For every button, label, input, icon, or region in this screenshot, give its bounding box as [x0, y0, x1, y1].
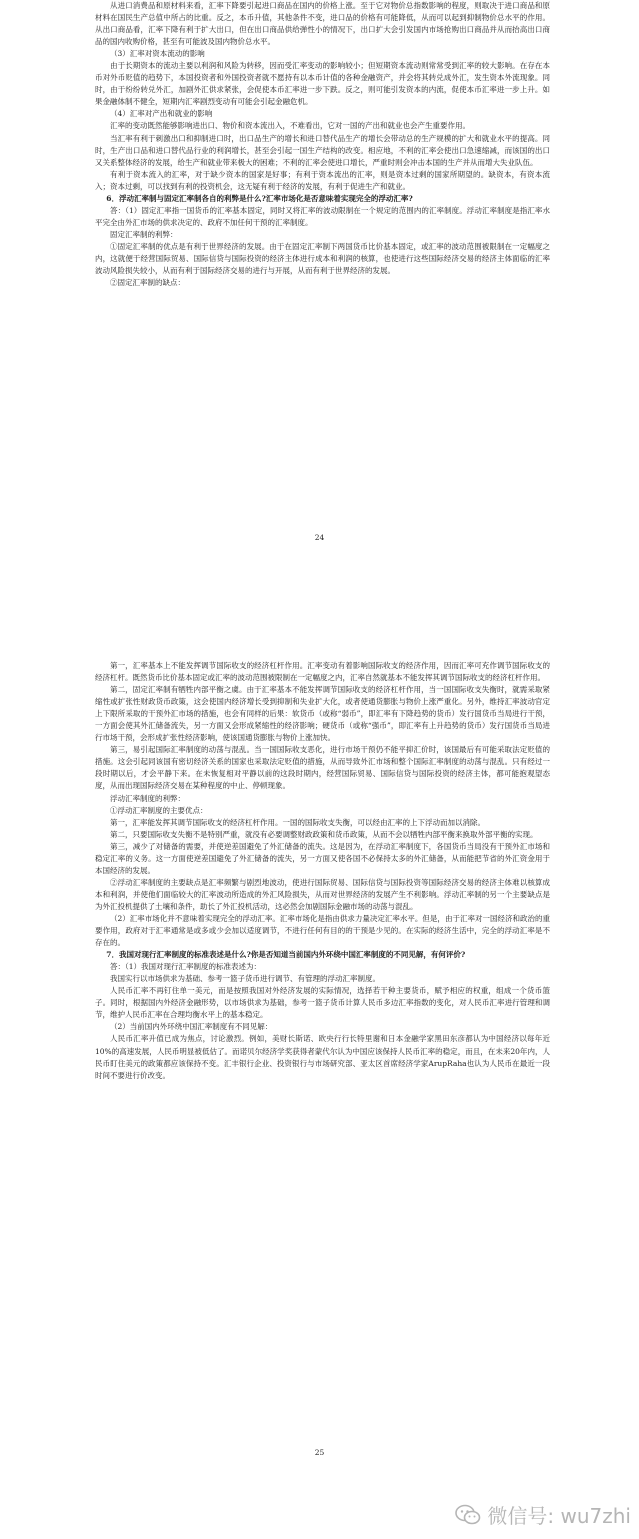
- paragraph: 第二，固定汇率制有牺牲内部平衡之虞。由于汇率基本不能发挥调节国际收支的经济杠杆作用，当一国国际收支失衡时，就需采取紧缩性或扩张性财政货币政策，这会使国内经济增长受到抑制和失业扩大化，或者使通货膨胀与物价上涨严重化。另外，维持汇率波动官定上下限所采取的干预外汇市场的措施，也会有同样的后果：软货币（或称“弱币”，即汇率有下降趋势的货币）发行国货币当局进行干预，一方面会使其外汇储备流失，另一方面又会形成紧缩性的经济影响；硬货币（或称“强币”，即汇率有上升趋势的货币）发行国货币当局进行市场干预，会形成扩张性经济影响，使该国通货膨胀与物价上涨加快。: [95, 685, 550, 743]
- wechat-icon: [455, 1504, 481, 1526]
- page-number: 25: [314, 1448, 325, 1457]
- paragraph: 人民币汇率不再钉住单一美元，而是按照我国对外经济发展的实际情况，选择若干种主要货币，赋予相应的权重，组成一个货币篮子。同时，根据国内外经济金融形势，以市场供求为基础，参考一篮子货币计算人民币多边汇率指数的变化，对人民币汇率进行管理和调节，维护人民币汇率在合理均衡水平上的基本稳定。: [95, 986, 550, 1020]
- page-25: [0, 640, 639, 1539]
- paragraph: （3）汇率对资本流动的影响: [110, 49, 205, 59]
- page-25-content: [95, 660, 550, 1082]
- paragraph: 第三，易引起国际汇率制度的动荡与混乱。当一国国际收支恶化，进行市场干预仍不能平抑汇价时，该国最后有可能采取法定贬值的措施。这会引起同该国有密切经济关系的国家也采取法定贬值的措施，从而导致外汇市场和整个国际汇率制度的动荡与混乱。只有经过一段时期以后，才会平静下来。在未恢复相对平静以前的这段时期内，经营国际贸易、国际信贷与国际投资的经济主体，都可能抱观望态度，从而出现国际经济交易在某种程度的中止、停顿现象。: [95, 745, 550, 791]
- paragraph: ①浮动汇率制度的主要优点：: [110, 805, 208, 815]
- paragraph: 第二，只要国际收支失衡不是特别严重，就没有必要调整财政政策和货币政策，从而不会以牺牲内部平衡来换取外部平衡的实现。: [110, 829, 538, 839]
- page-number: 24: [314, 533, 325, 542]
- paragraph: ②固定汇率制的缺点：: [110, 278, 185, 288]
- paragraph: 当汇率有利于刺激出口和抑制进口时，出口品生产的增长和进口替代品生产的增长会带动总的生产规模的扩大和就业水平的提高。同时，生产出口品和进口替代品行业的利润增长，甚至会引起一国生产结构的改变。相应地，不利的汇率会使出口急速缩减，而该国的出口又关系整体经济的发展，给生产和就业带来极大的困难；不利的汇率会使进口增长，严重时则会冲击本国的生产并从而增大失业队伍。: [95, 133, 550, 167]
- paragraph: 从进口消费品和原材料来看，汇率下降要引起进口商品在国内的价格上涨。至于它对物价总指数影响的程度，则取决于进口商品和原材料在国民生产总值中所占的比重。反之，本币升值，其他条件不变，进口品的价格有可能降低，从而可以起到抑制物价总水平的作用。从出口商品看，汇率下降有利于扩大出口，但在出口商品供给弹性小的情况下，出口扩大会引发国内市场抢购出口商品并从而抬高出口商品的国内收购价格，甚至有可能波及国内物价总水平。: [95, 1, 550, 47]
- wechat-id: 微信号: wu7zhi: [487, 1504, 631, 1528]
- paragraph: 由于长期资本的流动主要以利润和风险为转移，因而受汇率变动的影响较小；但短期资本流动则常常受到汇率的较大影响。在存在本币对外币贬值的趋势下，本国投资者和外国投资者就不愿持有以本币计值的各种金融资产，并会将其转兑成外汇，发生资本外流现象。同时，由于纷纷转兑外汇，加剧外汇供求紧张，会促使本币汇率进一步下跌。反之，则可能引发资本的内流，促使本币汇率进一步上升。如果金融体制不健全，短期内汇率剧烈变动有可能会引起金融危机。: [95, 61, 550, 107]
- question-heading: 7．我国对现行汇率制度的标准表述是什么?你是否知道当前国内外环绕中国汇率制度的不同见解，有何评价?: [106, 950, 466, 960]
- paragraph: 汇率的变动既然能够影响进出口、物价和资本流出入，不难看出，它对一国的产出和就业也会产生重要作用。: [110, 121, 470, 131]
- paragraph: 第一，汇率基本上不能发挥调节国际收支的经济杠杆作用。汇率变动有着影响国际收支的经济作用，因而汇率可充作调节国际收支的经济杠杆。既然货币比价基本固定或汇率的波动范围被限制在一定幅度之内，汇率自然就基本不能发挥其调节国际收支的经济杠杆作用。: [95, 661, 550, 683]
- paragraph: 第一，汇率能发挥其调节国际收支的经济杠杆作用。一国的国际收支失衡，可以经由汇率的上下浮动而加以消除。: [110, 817, 485, 827]
- paragraph: 有利于资本流入的汇率，对于缺少资本的国家是好事；有利于资本流出的汇率，则是资本过剩的国家所期望的。缺资本，有资本流入；资本过剩，可以找到有利的投资机会，这无疑有利于经济的发展，有利于促进生产和就业。: [95, 169, 550, 191]
- paragraph: ②浮动汇率制度的主要缺点是汇率频繁与剧烈地波动，使进行国际贸易、国际信贷与国际投资等国际经济交易的经济主体难以核算成本和利润，并使他们面临较大的汇率波动所造成的外汇风险损失，从而对世界经济的发展产生不利影响。浮动汇率制的另一个主要缺点是为外汇投机提供了土壤和条件，助长了外汇投机活动，这必然会加剧国际金融市场的动荡与混乱。: [95, 877, 550, 911]
- question-heading: 6．浮动汇率制与固定汇率制各自的利弊是什么?汇率市场化是否意味着实现完全的浮动汇率?: [106, 193, 413, 203]
- paragraph: 我国实行以市场供求为基础、参考一篮子货币进行调节、有管理的浮动汇率制度。: [110, 974, 380, 984]
- paragraph: ①固定汇率制的优点是有利于世界经济的发展。由于在固定汇率制下两国货币比价基本固定，或汇率的波动范围被限制在一定幅度之内，这就便于经营国际贸易、国际信贷与国际投资的经济主体进行成本和利润的核算，也使进行这些国际经济交易的经济主体面临的汇率波动风险损失较小，从而有利于国际经济交易的进行与开展，从而有利于世界经济的发展。: [95, 241, 550, 276]
- paragraph: 答：（1）我国对现行汇率制度的标准表述为：: [110, 962, 262, 972]
- page-24: [0, 0, 639, 542]
- paragraph: （4）汇率对产出和就业的影响: [110, 109, 213, 119]
- paragraph: （2）当前国内外环绕中国汇率制度有不同见解：: [110, 1022, 273, 1032]
- paragraph: 固定汇率制的利弊：: [110, 229, 178, 239]
- paragraph: 浮动汇率制度的利弊：: [110, 793, 185, 803]
- page-24-content: [95, 0, 550, 289]
- paragraph: （2）汇率市场化并不意味着实现完全的浮动汇率。汇率市场化是指由供求力量决定汇率水平。但是，由于汇率对一国经济和政治的重要作用，政府对于汇率通常是或多或少会加以适度调节，不进行任何有目的的干预是少见的。在实际的经济生活中，完全的浮动汇率是不存在的。: [95, 913, 550, 948]
- paragraph: 第三，减少了对储备的需要，并使逆差国避免了外汇储备的流失。这是因为，在浮动汇率制度下，各国货币当局没有干预外汇市场和稳定汇率的义务。这一方面使逆差国避免了外汇储备的流失，另一方面又使各国不必保持太多的外汇储备，从而能把节省的外汇资金用于本国经济的发展。: [95, 841, 550, 875]
- wechat-watermark: [455, 1500, 631, 1529]
- paragraph: 人民币汇率升值已成为焦点，讨论激烈。例如，美财长斯诺、欧央行行长特里谢和日本金融学家黑田东彦都认为中国经济以每年近10%的高速发展，人民币明显被低估了。而诺贝尔经济学奖获得者蒙代尔认为中国应该保持人民币汇率的稳定，而且，在未来20年内，人民币盯住美元的政策都应该保持不变。汇丰银行企业、投资银行与市场研究部、亚太区首席经济学家ArupRaha也认为人民币在最近一段时间不要进行价改变。: [95, 1034, 550, 1080]
- paragraph: 答：（1）固定汇率指一国货币的汇率基本固定，同时又将汇率的波动限制在一个规定的范围内的汇率制度。浮动汇率制度是指汇率水平完全由外汇市场的供求决定的、政府不加任何干预的汇率制度。: [95, 205, 550, 227]
